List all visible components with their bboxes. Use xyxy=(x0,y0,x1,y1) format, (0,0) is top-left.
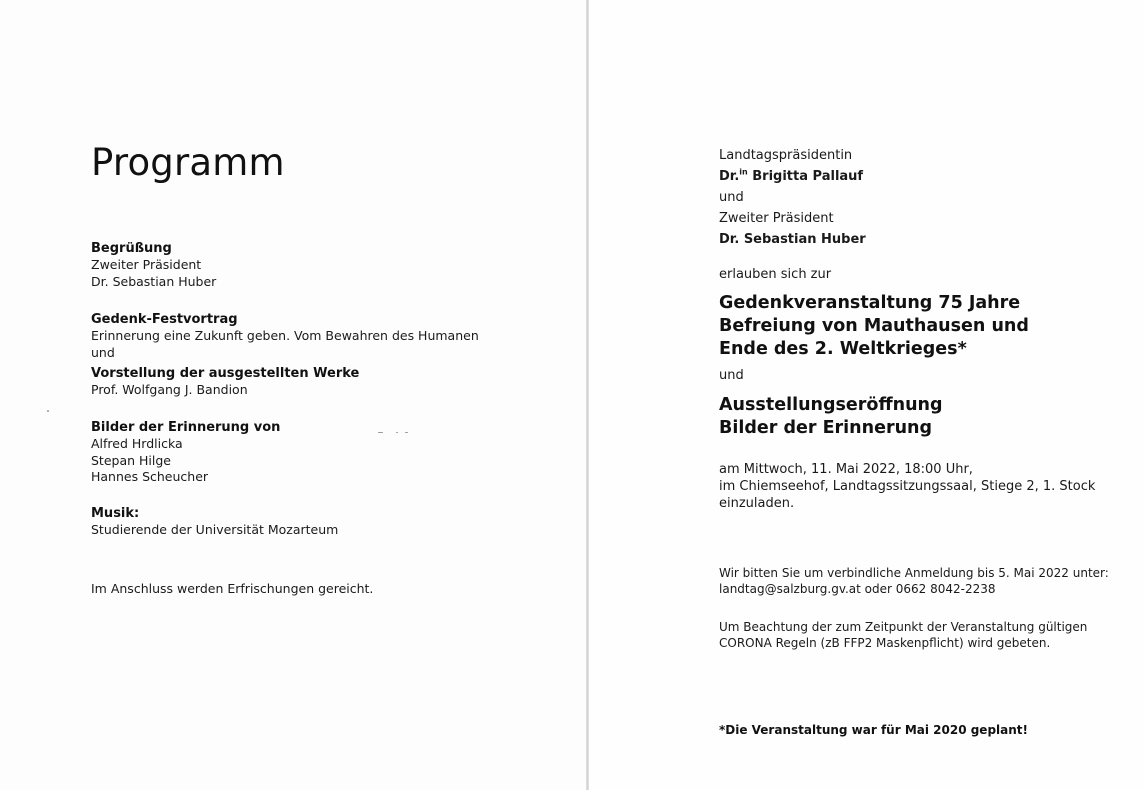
event-title-line: Gedenkveranstaltung 75 Jahre xyxy=(719,293,1021,313)
section-line: Alfred Hrdlicka xyxy=(91,436,183,451)
exhibition-title-line: Ausstellungseröffnung xyxy=(719,395,943,415)
corona-note xyxy=(719,619,1087,651)
closing-note: Im Anschluss werden Erfrischungen gereicht. xyxy=(91,581,374,596)
section-music xyxy=(91,505,338,539)
corona-line: Um Beachtung der zum Zeitpunkt der Veranstaltung gültigen xyxy=(719,620,1088,634)
host2-role: Zweiter Präsident xyxy=(719,211,834,226)
section-line: Studierende der Universität Mozarteum xyxy=(91,522,339,537)
event-details xyxy=(719,461,1095,512)
section-line: Zweiter Präsident xyxy=(91,257,202,272)
section-artists xyxy=(91,419,280,486)
and-text: und xyxy=(719,368,744,383)
host1-role: Landtagspräsidentin xyxy=(719,148,853,163)
section-line: Erinnerung eine Zukunft geben. Vom Bewahren des Humanen xyxy=(91,328,479,343)
details-line: am Mittwoch, 11. Mai 2022, 18:00 Uhr, xyxy=(719,462,973,477)
section-line: Dr. Sebastian Huber xyxy=(91,273,217,289)
exhibition-title xyxy=(719,394,943,440)
footnote: *Die Veranstaltung war für Mai 2020 geplant! xyxy=(719,723,1028,737)
details-line: im Chiemseehof, Landtagssitzungssaal, Stiege 2, 1. Stock xyxy=(719,479,1096,494)
exhibition-title-line: Bilder der Erinnerung xyxy=(719,418,933,438)
program-title: Programm xyxy=(91,141,285,184)
section-line: Stepan Hilge xyxy=(91,452,171,468)
scan-speck xyxy=(405,432,408,433)
section-line: und xyxy=(91,344,115,360)
event-title-line: Befreiung von Mauthausen und xyxy=(719,316,1029,336)
section-lecture xyxy=(91,311,479,361)
hosts-block xyxy=(719,145,866,250)
scan-speck xyxy=(396,432,398,433)
registration-line: Wir bitten Sie um verbindliche Anmeldung bis 5. Mai 2022 unter: xyxy=(719,566,1109,580)
host1-name-rest: Brigitta Pallauf xyxy=(752,169,864,184)
page-fold xyxy=(586,0,589,790)
corona-line: CORONA Regeln (zB FFP2 Maskenpflicht) wird gebeten. xyxy=(719,636,1051,650)
section-heading: Vorstellung der ausgestellten Werke xyxy=(91,366,360,381)
section-heading: Musik: xyxy=(91,506,140,521)
scan-speck xyxy=(47,410,49,412)
section-welcome xyxy=(91,240,216,290)
scan-speck xyxy=(378,432,383,433)
and-text: und xyxy=(719,190,744,205)
section-heading: Gedenk-Festvortrag xyxy=(91,312,238,327)
host2-name: Dr. Sebastian Huber xyxy=(719,232,866,247)
details-line: einzuladen. xyxy=(719,496,795,511)
host1-name-prefix: Dr. xyxy=(719,169,740,184)
section-works xyxy=(91,365,359,399)
registration-note xyxy=(719,565,1109,597)
section-heading: Begrüßung xyxy=(91,241,172,256)
host1-name xyxy=(719,166,866,187)
host1-name-sup: in xyxy=(739,167,748,177)
section-line: Hannes Scheucher xyxy=(91,469,209,484)
event-title-line: Ende des 2. Weltkrieges* xyxy=(719,339,967,359)
invite-intro: erlauben sich zur xyxy=(719,267,832,282)
section-line: Prof. Wolfgang J. Bandion xyxy=(91,382,248,397)
event-title xyxy=(719,292,1029,361)
registration-line: landtag@salzburg.gv.at oder 0662 8042-2238 xyxy=(719,582,996,596)
section-heading: Bilder der Erinnerung von xyxy=(91,420,281,435)
